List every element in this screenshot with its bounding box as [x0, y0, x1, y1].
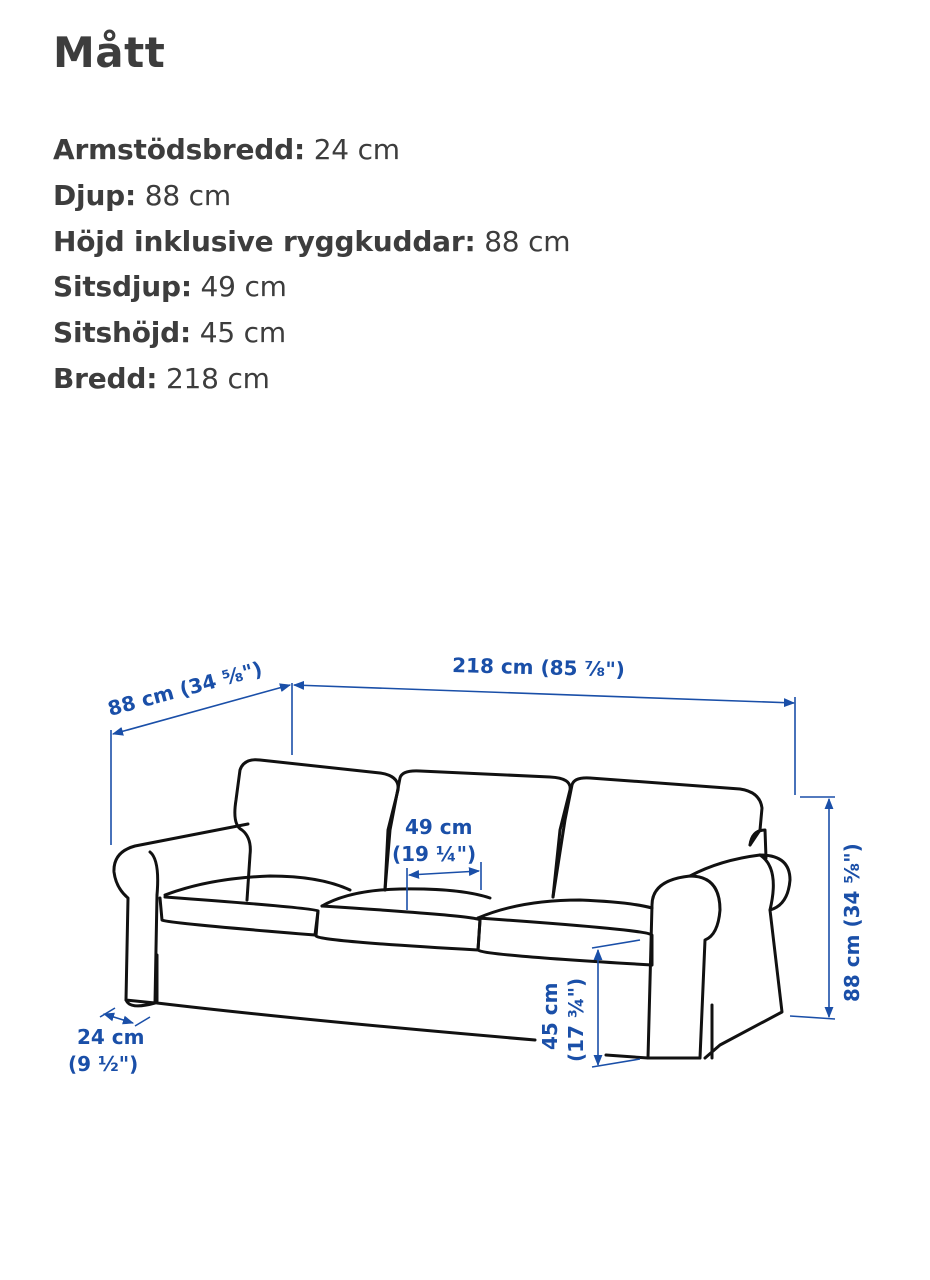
sofa-outline [114, 760, 790, 1058]
height-label: 88 cm (34 ⁵⁄₈") [840, 843, 864, 1002]
spec-width [53, 356, 570, 402]
width-label: 218 cm (85 ⁷⁄₈") [451, 653, 626, 682]
seat-height-label-in: (17 ¾") [564, 977, 588, 1062]
spec-value: 24 cm [313, 133, 400, 166]
spec-label: Armstödsbredd: [53, 133, 305, 166]
spec-seat-depth [53, 264, 570, 310]
spec-value: 88 cm [144, 178, 231, 212]
spec-label: Bredd: [53, 361, 158, 395]
armrest-width-label-cm: 24 cm [77, 1025, 145, 1049]
page-title: Mått [53, 28, 166, 77]
spec-label: Sitsdjup: [53, 270, 192, 304]
sofa-dimension-diagram [0, 620, 930, 1120]
spec-height-with-back-cushions [53, 219, 570, 265]
spec-depth [53, 173, 570, 219]
spec-value: 49 cm [200, 270, 287, 304]
seat-depth-label-cm: 49 cm [405, 815, 473, 839]
spec-label: Höjd inklusive ryggkuddar: [53, 224, 476, 258]
spec-value: 218 cm [165, 361, 270, 395]
spec-value: 88 cm [484, 224, 571, 258]
spec-seat-height [53, 310, 570, 356]
dimensions-list [53, 127, 570, 402]
spec-label: Sitshöjd: [53, 316, 192, 350]
seat-depth-label-in: (19 ¼") [392, 842, 477, 866]
spec-label: Djup: [53, 178, 137, 212]
seat-height-label-cm: 45 cm [538, 982, 562, 1050]
spec-value: 45 cm [199, 316, 286, 350]
spec-armrest-width [53, 127, 570, 173]
depth-label: 88 cm (34 ⁵⁄₈") [105, 656, 265, 721]
armrest-width-label-in: (9 ½") [68, 1052, 139, 1076]
